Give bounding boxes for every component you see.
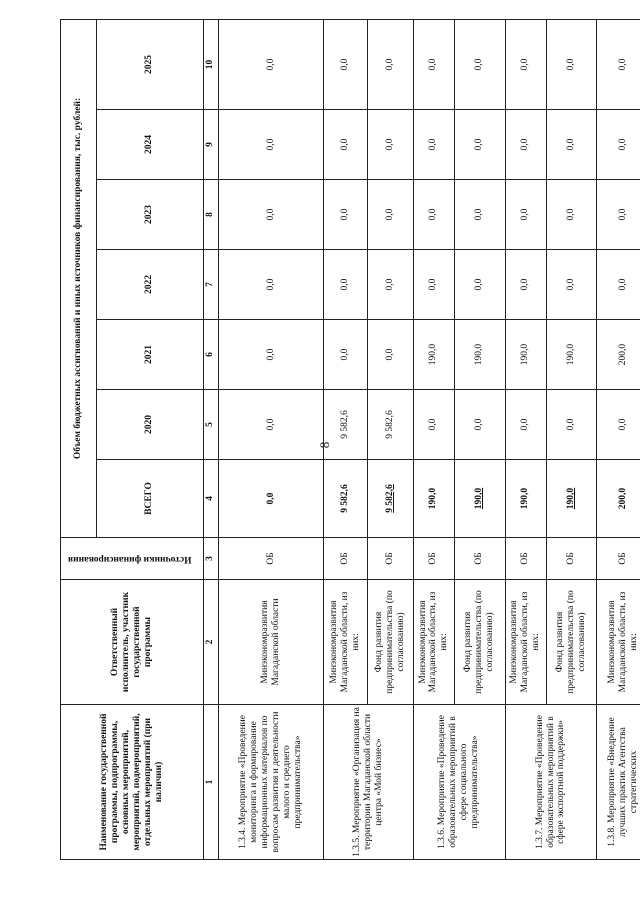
year-value: 190,0 <box>505 320 547 390</box>
year-value: 0,0 <box>597 110 640 180</box>
year-value: 0,0 <box>597 390 640 460</box>
year-value: 0,0 <box>455 390 505 460</box>
year-value: 0,0 <box>323 20 367 110</box>
year-value: 0,0 <box>413 390 455 460</box>
year-value: 9 582,6 <box>323 390 367 460</box>
total-value: 9 582,6 <box>367 460 413 538</box>
col-number: 9 <box>203 110 218 180</box>
year-value: 0,0 <box>547 20 597 110</box>
year-value: 200,0 <box>597 320 640 390</box>
header-year: 2024 <box>97 110 204 180</box>
year-value: 0,0 <box>218 20 323 110</box>
total-value: 0,0 <box>218 460 323 538</box>
col-number: 3 <box>203 538 218 580</box>
rotated-table-wrapper <box>60 20 640 860</box>
executor: Минэкономразвития Магаданской области <box>218 580 323 705</box>
funding-source: ОБ <box>367 538 413 580</box>
col-number: 2 <box>203 580 218 705</box>
year-value: 0,0 <box>218 110 323 180</box>
year-value: 190,0 <box>413 320 455 390</box>
executor: Минэкономразвития Магаданской области, из них: <box>323 580 367 705</box>
funding-source: ОБ <box>455 538 505 580</box>
executor: Минэкономразвития Магаданской области, из них: <box>597 580 640 705</box>
year-value: 0,0 <box>455 180 505 250</box>
total-value: 9 582,6 <box>323 460 367 538</box>
total-value: 190,0 <box>505 460 547 538</box>
header-year: 2020 <box>97 390 204 460</box>
year-value: 0,0 <box>505 250 547 320</box>
activity-name: 1.3.8. Мероприятие «Внедрение лучших практик Агентства стратегических <box>597 705 640 860</box>
table-row <box>323 20 367 860</box>
year-value: 0,0 <box>597 180 640 250</box>
year-value: 0,0 <box>323 110 367 180</box>
year-value: 0,0 <box>413 20 455 110</box>
year-value: 0,0 <box>323 250 367 320</box>
header-year: ВСЕГО <box>97 460 204 538</box>
year-value: 0,0 <box>413 250 455 320</box>
year-value: 190,0 <box>547 320 597 390</box>
col-number: 1 <box>203 705 218 860</box>
header-financing: Объем бюджетных ассигнований и иных источников финансирования, тыс. рублей: <box>61 20 97 538</box>
year-value: 0,0 <box>597 250 640 320</box>
funding-source: ОБ <box>547 538 597 580</box>
year-value: 0,0 <box>413 110 455 180</box>
col-number: 6 <box>203 320 218 390</box>
year-value: 0,0 <box>367 180 413 250</box>
col-number: 7 <box>203 250 218 320</box>
year-value: 0,0 <box>505 20 547 110</box>
table-row <box>505 20 547 860</box>
year-value: 0,0 <box>505 390 547 460</box>
col-number: 8 <box>203 180 218 250</box>
year-value: 0,0 <box>547 110 597 180</box>
year-value: 0,0 <box>455 250 505 320</box>
col-number: 5 <box>203 390 218 460</box>
year-value: 0,0 <box>455 20 505 110</box>
page-number: 8 <box>317 441 332 449</box>
year-value: 0,0 <box>597 20 640 110</box>
activity-name: 1.3.5. Мероприятие «Организация на территории Магаданской области центра «Мой бизнес» <box>323 705 413 860</box>
total-value: 190,0 <box>413 460 455 538</box>
activity-name: 1.3.7. Мероприятие «Проведение образовательных мероприятий в сфере экспортной поддержки» <box>505 705 597 860</box>
financing-table <box>60 19 640 860</box>
activity-name: 1.3.6. Мероприятие «Проведение образовательных мероприятий в сфере социального предпринимательства» <box>413 705 505 860</box>
funding-source: ОБ <box>597 538 640 580</box>
year-value: 0,0 <box>413 180 455 250</box>
table-row <box>597 20 640 860</box>
activity-name: 1.3.4. Мероприятие «Проведение мониторинга и формирование информационных материалов по вопросам развития и деятельности малого и среднего предпринимательства» <box>218 705 323 860</box>
year-value: 0,0 <box>323 180 367 250</box>
year-value: 0,0 <box>547 390 597 460</box>
funding-source: ОБ <box>218 538 323 580</box>
year-value: 0,0 <box>218 390 323 460</box>
funding-source: ОБ <box>323 538 367 580</box>
header-year: 2023 <box>97 180 204 250</box>
table-row <box>413 20 455 860</box>
funding-source: ОБ <box>505 538 547 580</box>
executor: Фонд развития предпринимательства (по согласованию) <box>455 580 505 705</box>
header-name: Наименование государственной программы, подпрограммы, основных мероприятий, мероприятий, подмероприятий, отдельных мероприятий (при наличии) <box>61 705 204 860</box>
year-value: 0,0 <box>505 110 547 180</box>
year-value: 0,0 <box>323 320 367 390</box>
header-executor: Ответственный исполнитель, участник государственной программы <box>61 580 204 705</box>
total-value: 190,0 <box>455 460 505 538</box>
year-value: 0,0 <box>455 110 505 180</box>
col-number: 10 <box>203 20 218 110</box>
year-value: 0,0 <box>547 180 597 250</box>
year-value: 0,0 <box>367 250 413 320</box>
year-value: 0,0 <box>547 250 597 320</box>
executor: Фонд развития предпринимательства (по согласованию) <box>547 580 597 705</box>
year-value: 0,0 <box>367 110 413 180</box>
executor: Минэкономразвития Магаданской области, из них: <box>413 580 455 705</box>
year-value: 190,0 <box>455 320 505 390</box>
year-value: 0,0 <box>367 320 413 390</box>
funding-source: ОБ <box>413 538 455 580</box>
year-value: 0,0 <box>505 180 547 250</box>
year-value: 0,0 <box>218 320 323 390</box>
total-value: 200,0 <box>597 460 640 538</box>
year-value: 0,0 <box>218 250 323 320</box>
executor: Минэкономразвития Магаданской области, из них: <box>505 580 547 705</box>
table-row <box>218 20 323 860</box>
header-year: 2021 <box>97 320 204 390</box>
year-value: 9 582,6 <box>367 390 413 460</box>
header-source: Источники финансирования <box>61 538 204 580</box>
header-year: 2025 <box>97 20 204 110</box>
executor: Фонд развития предпринимательства (по согласованию) <box>367 580 413 705</box>
col-number: 4 <box>203 460 218 538</box>
year-value: 0,0 <box>367 20 413 110</box>
header-year: 2022 <box>97 250 204 320</box>
total-value: 190,0 <box>547 460 597 538</box>
year-value: 0,0 <box>218 180 323 250</box>
